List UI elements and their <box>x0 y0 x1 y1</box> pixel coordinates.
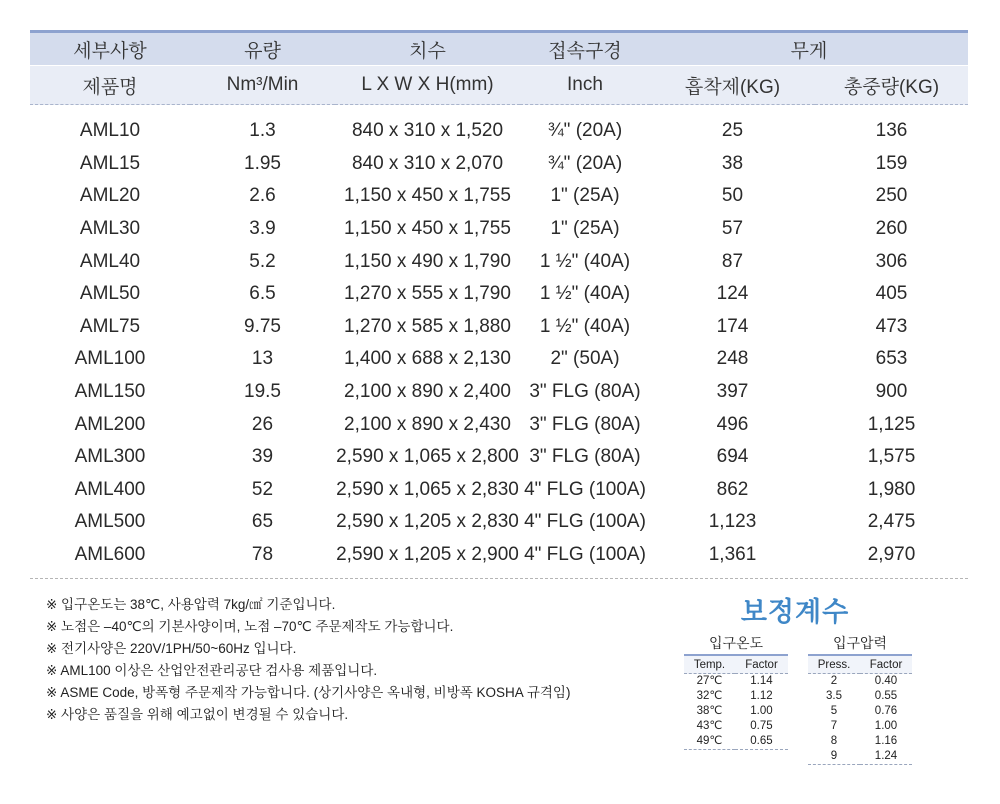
list-item <box>808 734 912 749</box>
dimensions-cell: 1,270 x 585 x 1,880 <box>344 315 511 337</box>
adsorbent-weight-cell: 87 <box>721 250 744 272</box>
list-item <box>684 674 788 690</box>
factor-value: 1.00 <box>750 705 773 717</box>
dimensions-cell: 2,590 x 1,065 x 2,800 <box>336 446 519 468</box>
note-item: ※ 사양은 품질을 위해 예고없이 변경될 수 있습니다. <box>46 707 349 722</box>
flow-cell: 19.5 <box>244 381 281 403</box>
dimensions-cell: 840 x 310 x 1,520 <box>351 120 504 142</box>
temperature-correction-label: 입구온도 <box>708 635 764 651</box>
adsorbent-weight-cell: 248 <box>716 348 749 370</box>
pressure-correction-table <box>808 654 912 765</box>
connection-cell: 1 ½" (40A) <box>539 283 631 305</box>
table-row <box>30 408 968 441</box>
pressure-value: 9 <box>808 749 860 765</box>
pressure-correction-block <box>808 632 912 765</box>
dimensions-cell: 1,400 x 688 x 2,130 <box>344 348 511 370</box>
flow-cell: 65 <box>251 511 274 533</box>
connection-cell: 4" FLG (100A) <box>524 478 646 500</box>
total-weight-cell: 250 <box>875 185 908 207</box>
factor-value: 0.55 <box>874 690 898 702</box>
dimensions-cell: 840 x 310 x 2,070 <box>351 152 504 174</box>
flow-cell: 9.75 <box>244 315 281 337</box>
model-cell: AML400 <box>74 478 146 500</box>
flow-cell: 13 <box>251 348 274 370</box>
factor-value: 1.00 <box>874 720 898 732</box>
table-row <box>30 148 968 181</box>
factor-value: 1.14 <box>750 675 773 687</box>
temperature-value: 49℃ <box>684 734 735 750</box>
pressure-value: 3.5 <box>826 690 842 702</box>
subheader-model: 제품명 <box>30 66 190 105</box>
header-details: 세부사항 <box>30 32 190 66</box>
factor-value: 0.75 <box>750 720 773 732</box>
adsorbent-weight-cell: 124 <box>716 283 749 305</box>
note-item: ※ AML100 이상은 산업안전관리공단 검사용 제품입니다. <box>46 663 378 678</box>
total-weight-cell: 2,475 <box>867 511 916 533</box>
connection-cell: 4" FLG (100A) <box>524 544 646 566</box>
total-weight-cell: 473 <box>875 315 908 337</box>
flow-cell: 6.5 <box>249 283 276 305</box>
factor-value: 1.12 <box>750 690 773 702</box>
factor-value: 1.16 <box>874 735 898 747</box>
dimensions-cell: 2,590 x 1,065 x 2,830 <box>336 478 519 500</box>
model-cell: AML300 <box>74 446 146 468</box>
spec-table-body <box>30 105 968 572</box>
table-row <box>30 245 968 278</box>
header-dimensions: 치수 <box>335 32 520 66</box>
model-cell: AML20 <box>79 185 141 207</box>
connection-cell: 3" FLG (80A) <box>529 413 641 435</box>
pressure-value: 8 <box>830 735 838 747</box>
list-item <box>808 749 912 765</box>
flow-cell: 3.9 <box>249 218 276 240</box>
total-weight-cell: 405 <box>875 283 908 305</box>
table-row <box>30 539 968 572</box>
flow-cell: 39 <box>251 446 274 468</box>
list-item <box>684 734 788 750</box>
connection-cell: ¾" (20A) <box>547 152 623 174</box>
temperature-correction-table <box>684 654 788 750</box>
adsorbent-weight-cell: 1,361 <box>708 544 757 566</box>
header-row-primary <box>30 32 968 66</box>
temperature-value: 32℃ <box>696 690 723 702</box>
total-weight-cell: 260 <box>875 218 908 240</box>
note-item: ※ 전기사양은 220V/1PH/50~60Hz 입니다. <box>46 641 297 656</box>
factor-value: 0.40 <box>874 675 898 687</box>
total-weight-cell: 159 <box>875 152 908 174</box>
adsorbent-weight-cell: 397 <box>716 381 749 403</box>
factor-value: 0.65 <box>735 734 788 750</box>
pressure-value: 7 <box>830 720 838 732</box>
connection-cell: 2" (50A) <box>550 348 620 370</box>
total-weight-cell: 2,970 <box>867 544 916 566</box>
adsorbent-weight-cell: 50 <box>721 185 744 207</box>
model-cell: AML50 <box>79 283 141 305</box>
total-weight-cell: 1,575 <box>867 446 916 468</box>
list-item <box>684 704 788 719</box>
model-cell: AML600 <box>74 544 146 566</box>
dimensions-cell: 2,100 x 890 x 2,400 <box>344 381 511 403</box>
table-row <box>30 343 968 376</box>
pressure-correction-label: 입구압력 <box>832 635 888 651</box>
total-weight-cell: 306 <box>875 250 908 272</box>
model-cell: AML15 <box>79 152 141 174</box>
subheader-adsorbent-weight: 흡착제(KG) <box>650 66 815 105</box>
pressure-col-header: Press. <box>808 655 860 674</box>
factor-col-header: Factor <box>860 655 912 674</box>
list-item <box>808 674 912 690</box>
connection-cell: ¾" (20A) <box>547 120 623 142</box>
list-item <box>684 689 788 704</box>
section-divider <box>30 578 968 579</box>
subheader-total-weight: 총중량(KG) <box>815 66 968 105</box>
total-weight-cell: 653 <box>875 348 908 370</box>
dimensions-cell: 1,150 x 450 x 1,755 <box>344 185 511 207</box>
table-row <box>30 376 968 409</box>
table-row <box>30 180 968 213</box>
factor-value: 0.76 <box>874 705 898 717</box>
dimensions-cell: 1,150 x 490 x 1,790 <box>344 250 511 272</box>
total-weight-cell: 1,125 <box>867 413 916 435</box>
model-cell: AML100 <box>74 348 146 370</box>
model-cell: AML150 <box>74 381 146 403</box>
temperature-value: 27℃ <box>696 675 723 687</box>
connection-cell: 1 ½" (40A) <box>539 250 631 272</box>
correction-factor-title: 보정계수 <box>740 597 850 627</box>
dimensions-cell: 2,590 x 1,205 x 2,830 <box>336 511 519 533</box>
flow-cell: 26 <box>251 413 274 435</box>
adsorbent-weight-cell: 862 <box>716 478 749 500</box>
note-item: ※ 노점은 –40℃의 기본사양이며, 노점 –70℃ 주문제작도 가능합니다. <box>46 619 454 634</box>
model-cell: AML500 <box>74 511 146 533</box>
notes-list <box>46 594 570 726</box>
subheader-connection-unit: Inch <box>520 66 650 105</box>
total-weight-cell: 1,980 <box>867 478 916 500</box>
total-weight-cell: 900 <box>875 381 908 403</box>
list-item <box>808 689 912 704</box>
adsorbent-weight-cell: 38 <box>721 152 744 174</box>
flow-cell: 5.2 <box>249 250 276 272</box>
model-cell: AML75 <box>79 315 141 337</box>
temperature-value: 43℃ <box>696 720 723 732</box>
dimensions-cell: 1,150 x 450 x 1,755 <box>344 218 511 240</box>
header-row-secondary <box>30 66 968 105</box>
connection-cell: 3" FLG (80A) <box>529 381 641 403</box>
table-row <box>30 506 968 539</box>
adsorbent-weight-cell: 57 <box>721 218 744 240</box>
connection-cell: 1" (25A) <box>550 185 620 207</box>
model-cell: AML40 <box>79 250 141 272</box>
header-weight: 무게 <box>650 32 968 66</box>
adsorbent-weight-cell: 174 <box>716 315 749 337</box>
table-row <box>30 474 968 507</box>
dimensions-cell: 2,590 x 1,205 x 2,900 <box>336 544 519 566</box>
table-row <box>30 105 968 148</box>
subheader-flow-unit: Nm³/Min <box>190 66 335 105</box>
table-row <box>30 278 968 311</box>
factor-col-header: Factor <box>735 655 788 674</box>
list-item <box>684 719 788 734</box>
connection-cell: 1 ½" (40A) <box>539 315 631 337</box>
flow-cell: 52 <box>251 478 274 500</box>
pressure-value: 2 <box>830 675 838 687</box>
connection-cell: 4" FLG (100A) <box>524 511 646 533</box>
spec-table <box>30 30 968 571</box>
temp-col-header: Temp. <box>684 655 735 674</box>
table-row <box>30 441 968 474</box>
connection-cell: 1" (25A) <box>550 218 620 240</box>
flow-cell: 2.6 <box>249 185 276 207</box>
header-flow: 유량 <box>190 32 335 66</box>
temperature-value: 38℃ <box>696 705 723 717</box>
adsorbent-weight-cell: 25 <box>721 120 744 142</box>
adsorbent-weight-cell: 1,123 <box>708 511 757 533</box>
subheader-dimension-unit: L X W X H(mm) <box>335 66 520 105</box>
list-item <box>808 719 912 734</box>
table-row <box>30 213 968 246</box>
flow-cell: 1.95 <box>244 152 281 174</box>
temperature-correction-block <box>684 632 788 750</box>
table-row <box>30 311 968 344</box>
connection-cell: 3" FLG (80A) <box>529 446 641 468</box>
flow-cell: 78 <box>251 544 274 566</box>
model-cell: AML30 <box>79 218 141 240</box>
total-weight-cell: 136 <box>875 120 908 142</box>
adsorbent-weight-cell: 694 <box>716 446 749 468</box>
dimensions-cell: 1,270 x 555 x 1,790 <box>344 283 511 305</box>
factor-value: 1.24 <box>860 749 912 765</box>
flow-cell: 1.3 <box>249 120 276 142</box>
note-item: ※ 입구온도는 38℃, 사용압력 7kg/㎠ 기준입니다. <box>46 597 336 612</box>
model-cell: AML10 <box>79 120 141 142</box>
model-cell: AML200 <box>74 413 146 435</box>
header-connection: 접속구경 <box>520 32 650 66</box>
note-item: ※ ASME Code, 방폭형 주문제작 가능합니다. (상기사양은 옥내형, 비방폭 KOSHA 규격임) <box>46 685 571 700</box>
list-item <box>808 704 912 719</box>
dimensions-cell: 2,100 x 890 x 2,430 <box>344 413 511 435</box>
adsorbent-weight-cell: 496 <box>716 413 749 435</box>
pressure-value: 5 <box>830 705 838 717</box>
